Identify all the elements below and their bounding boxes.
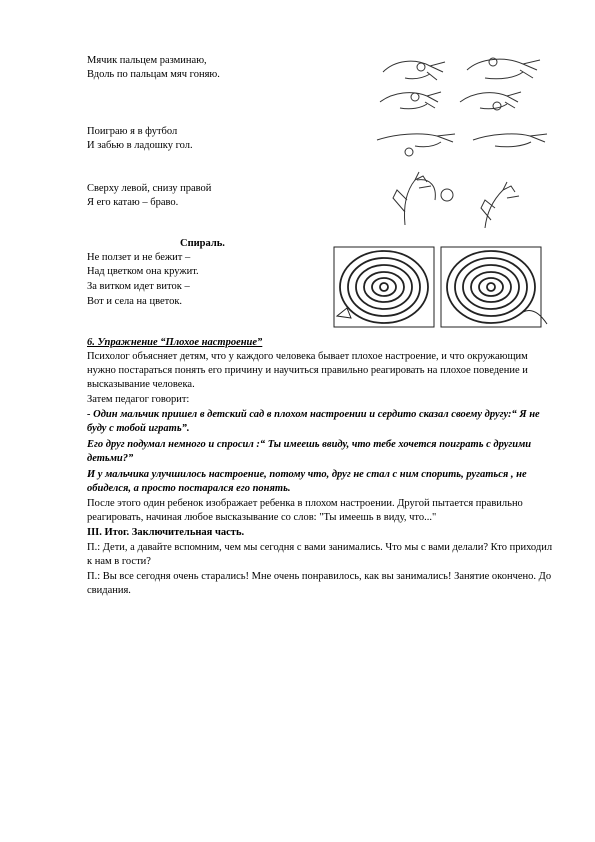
exercise-paragraph-4: Его друг подумал немного и спросил :“ Ты имеешь ввиду, что тебе хочется поиграть с другими детьми?” <box>87 439 532 464</box>
summary-heading: III. Итог. Заключительная часть. <box>87 527 245 538</box>
hand-icon-8 <box>481 182 519 228</box>
exercise-paragraph-6: После этого один ребенок изображает ребенка в плохом настроении. Другой пытается правильно реагировать, начиная любое высказывание со слов: "Ты имеешь в виду, что..." <box>87 498 523 523</box>
hand-icon-3 <box>380 92 441 109</box>
hand-icon-1 <box>383 61 445 80</box>
exercise-paragraph-5: И у мальчика улучшилось настроение, потому что, друг не стал с ним спорить, ругаться , не обиделся, а просто постарался его понять. <box>87 469 527 494</box>
summary-paragraph-2: П.: Вы все сегодня очень старались! Мне очень понравилось, как вы занимались! Занятие окончено. До свидания. <box>87 571 552 596</box>
spiral-right <box>447 251 535 323</box>
hand-icon-4 <box>460 92 521 110</box>
finger-icon <box>523 311 547 325</box>
poem2-line1: Поиграю я в футбол <box>87 126 178 137</box>
exercise-paragraph-1: Психолог объясняет детям, что у каждого человека бывает плохое настроение, и что окружающим нужно постараться понять его причину и научиться правильно реагировать на плохое поведение и высказывание человека. <box>87 351 528 390</box>
poem1-line1: Мячик пальцем разминаю, <box>87 55 207 66</box>
hands-with-ball-illustration <box>375 50 550 235</box>
spiral-title: Спираль. <box>180 238 225 249</box>
spiral-line2: Над цветком она кружит. <box>87 266 199 277</box>
spiral-illustration <box>333 246 550 330</box>
exercise-paragraph-3: - Один мальчик пришел в детский сад в плохом настроении и сердито сказал своему другу:“ Я не буду с тобой играть”. <box>87 409 540 434</box>
hand-icon-5 <box>377 134 455 156</box>
exercise-heading: 6. Упражнение “Плохое настроение” <box>87 337 263 348</box>
spiral-line4: Вот и села на цветок. <box>87 296 183 307</box>
hand-icon-2 <box>467 58 540 79</box>
exercise-paragraph-2: Затем педагог говорит: <box>87 394 190 405</box>
summary-paragraph-1: П.: Дети, а давайте вспомним, чем мы сегодня с вами занимались. Что мы с вами делали? Кто приходил к нам в гости? <box>87 542 553 567</box>
poem3-line1: Сверху левой, снизу правой <box>87 183 212 194</box>
poem1-line2: Вдоль по пальцам мяч гоняю. <box>87 69 220 80</box>
hand-icon-7 <box>393 172 453 225</box>
hand-icon-6 <box>473 134 547 147</box>
spiral-line3: За витком идет виток – <box>87 281 190 292</box>
spiral-left <box>340 251 428 323</box>
poem3-line2: Я его катаю – браво. <box>87 197 179 208</box>
poem2-line2: И забью в ладошку гол. <box>87 140 193 151</box>
spiral-line1: Не ползет и не бежит – <box>87 252 191 263</box>
